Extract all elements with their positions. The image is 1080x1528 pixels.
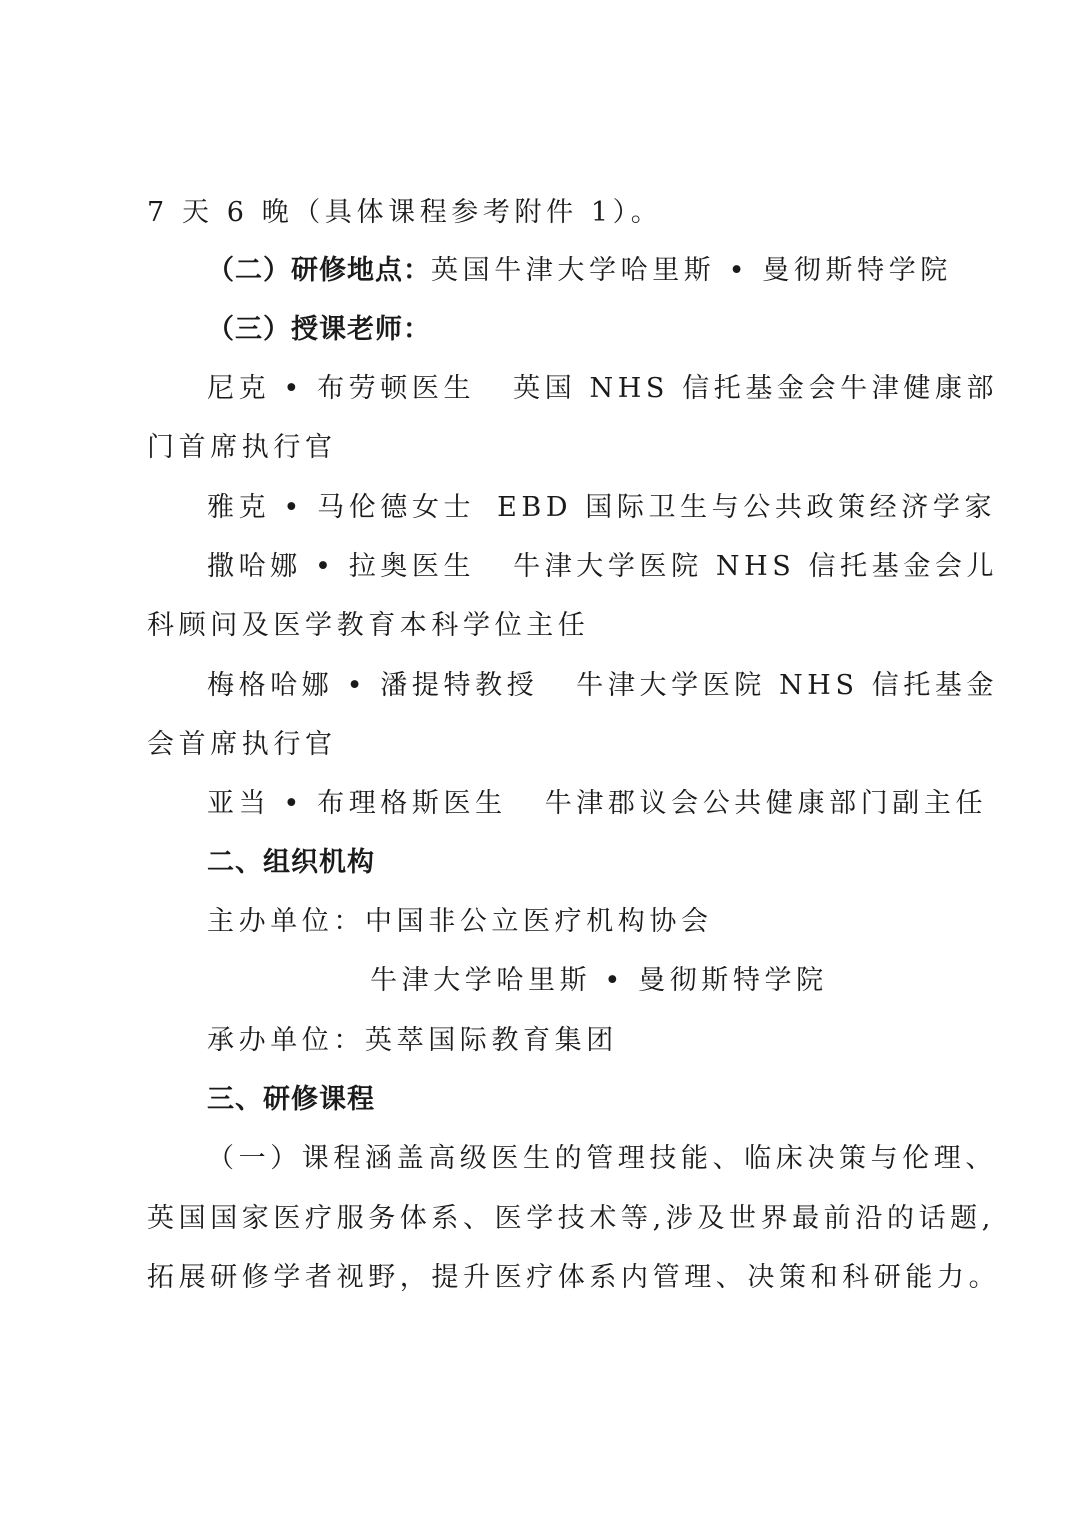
teacher-title: 牛津大学医院 NHS 信托基金 — [576, 670, 999, 701]
paragraph-line — [207, 1139, 997, 1179]
teacher-entry — [207, 488, 996, 528]
teacher-entry — [207, 784, 987, 824]
teacher-title: 会首席执行官 — [147, 729, 337, 760]
section-heading-courses — [207, 1080, 375, 1120]
paragraph-line — [147, 1258, 1000, 1298]
organizer-text: 主办单位：中国非公立医疗机构协会 — [207, 906, 713, 937]
organizer-line — [207, 902, 713, 942]
section-heading-organization — [207, 843, 375, 883]
teacher-entry-continued — [147, 606, 589, 646]
organizer-line — [370, 961, 828, 1001]
teacher-entry-continued — [147, 428, 337, 468]
section-title: 三、研修课程 — [207, 1084, 375, 1115]
teacher-name: 撒哈娜 • 拉奥医生 — [207, 551, 476, 582]
teacher-name: 尼克 • 布劳顿医生 — [207, 373, 476, 404]
teacher-title: 牛津大学医院 NHS 信托基金会儿 — [513, 551, 999, 582]
teacher-title: 科顾问及医学教育本科学位主任 — [147, 610, 590, 641]
teacher-title: 牛津郡议会公共健康部门副主任 — [544, 788, 988, 819]
co-organizer-line — [207, 1021, 618, 1061]
organizer-text: 牛津大学哈里斯 • 曼彻斯特学院 — [370, 965, 828, 996]
text: 7 天 6 晚（具体课程参考附件 1）。 — [147, 197, 663, 228]
teacher-entry — [207, 547, 998, 587]
subsection-location — [207, 251, 952, 291]
teacher-entry — [207, 369, 998, 409]
text: 拓展研修学者视野，提升医疗体系内管理、决策和科研能力。 — [147, 1262, 1001, 1293]
teacher-name: 梅格哈娜 • 潘提特教授 — [207, 670, 539, 701]
text: （一）课程涵盖高级医生的管理技能、临床决策与伦理、 — [207, 1143, 997, 1174]
location-text: 英国牛津大学哈里斯 • 曼彻斯特学院 — [431, 255, 952, 286]
section-title: 二、组织机构 — [207, 847, 375, 878]
paragraph-line — [147, 193, 662, 233]
subsection-label: （三）授课老师： — [207, 314, 431, 345]
text: 英国国家医疗服务体系、医学技术等,涉及世界最前沿的话题, — [147, 1203, 995, 1234]
teacher-title: 英国 NHS 信托基金会牛津健康部 — [513, 373, 999, 404]
co-organizer-text: 承办单位：英萃国际教育集团 — [207, 1025, 618, 1056]
teacher-name: 亚当 • 布理格斯医生 — [207, 788, 507, 819]
subsection-teachers-heading — [207, 310, 431, 350]
teacher-entry — [207, 666, 998, 706]
subsection-label: （二）研修地点： — [207, 255, 431, 286]
teacher-entry-continued — [147, 725, 337, 765]
teacher-title: 门首席执行官 — [147, 432, 337, 463]
teacher-name: 雅克 • 马伦德女士 — [207, 492, 476, 523]
paragraph-line — [147, 1199, 995, 1239]
teacher-title: EBD 国际卫生与公共政策经济学家 — [497, 492, 997, 523]
